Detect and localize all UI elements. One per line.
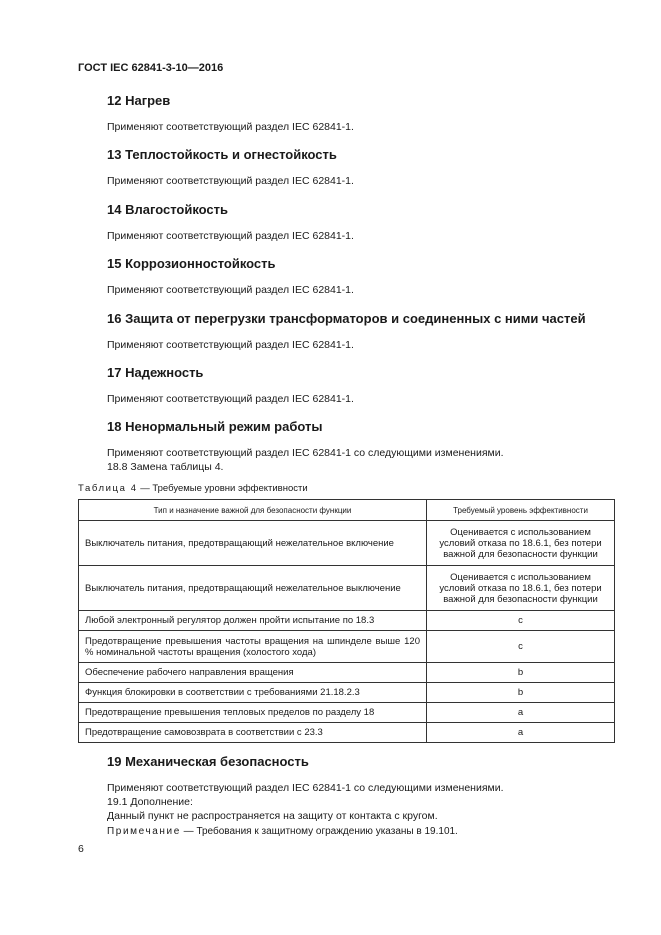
level-cell: a — [427, 703, 615, 723]
note-text: — Требования к защитному ограждению указаны в 19.101. — [180, 826, 458, 837]
section-title: 17 Надежность — [107, 365, 204, 380]
function-cell: Выключатель питания, предотвращающий нежелательное выключение — [79, 566, 427, 611]
table-row — [79, 521, 615, 566]
section-title: 12 Нагрев — [107, 93, 171, 108]
section-16 — [107, 311, 607, 352]
section-body — [107, 781, 607, 823]
body-line: 18.8 Замена таблицы 4. — [107, 461, 224, 473]
function-cell: Обеспечение рабочего направления вращения — [79, 663, 427, 683]
function-cell: Предотвращение самовозврата в соответствии с 23.3 — [79, 723, 427, 743]
table-caption — [78, 483, 308, 494]
body-line: Данный пункт не распространяется на защиту от контакта с кругом. — [107, 810, 438, 822]
section-title: 15 Коррозионностойкость — [107, 256, 276, 271]
section-17 — [107, 365, 607, 406]
section-19 — [107, 754, 607, 823]
level-cell: Оценивается с использованием условий отказа по 18.6.1, без потери важной для безопасности функции — [427, 521, 615, 566]
section-body: Применяют соответствующий раздел IEC 62841-1. — [107, 230, 354, 242]
level-cell: c — [427, 631, 615, 663]
body-line: 19.1 Дополнение: — [107, 796, 193, 808]
section-body: Применяют соответствующий раздел IEC 62841-1. — [107, 339, 354, 351]
section-title: 14 Влагостойкость — [107, 202, 229, 217]
body-line: Применяют соответствующий раздел IEC 62841-1 со следующими изменениями. — [107, 447, 504, 459]
efficiency-table — [78, 499, 615, 743]
table-row — [79, 703, 615, 723]
level-cell: a — [427, 723, 615, 743]
table-caption-text: — Требуемые уровни эффективности — [137, 483, 308, 494]
level-cell: b — [427, 683, 615, 703]
table-caption-prefix: Таблица 4 — [78, 483, 138, 494]
level-cell: b — [427, 663, 615, 683]
level-cell: Оценивается с использованием условий отказа по 18.6.1, без потери важной для безопасности функции — [427, 566, 615, 611]
section-body: Применяют соответствующий раздел IEC 62841-1. — [107, 121, 354, 133]
table-row — [79, 723, 615, 743]
table-row — [79, 683, 615, 703]
function-cell: Предотвращение превышения тепловых пределов по разделу 18 — [79, 703, 427, 723]
section-15 — [107, 256, 607, 297]
section-body: Применяют соответствующий раздел IEC 62841-1. — [107, 175, 354, 187]
function-cell: Функция блокировки в соответствии с требованиями 21.18.2.3 — [79, 683, 427, 703]
section-body: Применяют соответствующий раздел IEC 62841-1. — [107, 284, 354, 296]
section-13 — [107, 147, 607, 188]
page-number: 6 — [78, 843, 84, 855]
section-14 — [107, 202, 607, 243]
level-cell: c — [427, 611, 615, 631]
section-18 — [107, 419, 607, 474]
function-cell: Предотвращение превышения частоты вращения на шпинделе выше 120 % номинальной частоты вращения (холостого хода) — [79, 631, 427, 663]
section-12 — [107, 93, 607, 134]
note-label: Примечание — [107, 826, 181, 837]
table-row — [79, 566, 615, 611]
table-row — [79, 631, 615, 663]
section-body: Применяют соответствующий раздел IEC 62841-1. — [107, 393, 354, 405]
table-row — [79, 611, 615, 631]
note — [107, 826, 458, 837]
body-line: Применяют соответствующий раздел IEC 62841-1 со следующими изменениями. — [107, 782, 504, 794]
section-title: 19 Механическая безопасность — [107, 754, 309, 769]
table-header-row — [79, 500, 615, 521]
section-title: 18 Ненормальный режим работы — [107, 419, 323, 434]
function-cell: Выключатель питания, предотвращающий нежелательное включение — [79, 521, 427, 566]
function-cell: Любой электронный регулятор должен пройти испытание по 18.3 — [79, 611, 427, 631]
section-title: 13 Теплостойкость и огнестойкость — [107, 147, 337, 162]
column-header-level: Требуемый уровень эффективности — [427, 500, 615, 521]
column-header-function: Тип и назначение важной для безопасности функции — [79, 500, 427, 521]
section-body — [107, 446, 607, 474]
table-row — [79, 663, 615, 683]
section-title: 16 Защита от перегрузки трансформаторов и соединенных с ними частей — [107, 311, 586, 326]
document-header: ГОСТ IEC 62841-3-10—2016 — [78, 62, 224, 74]
